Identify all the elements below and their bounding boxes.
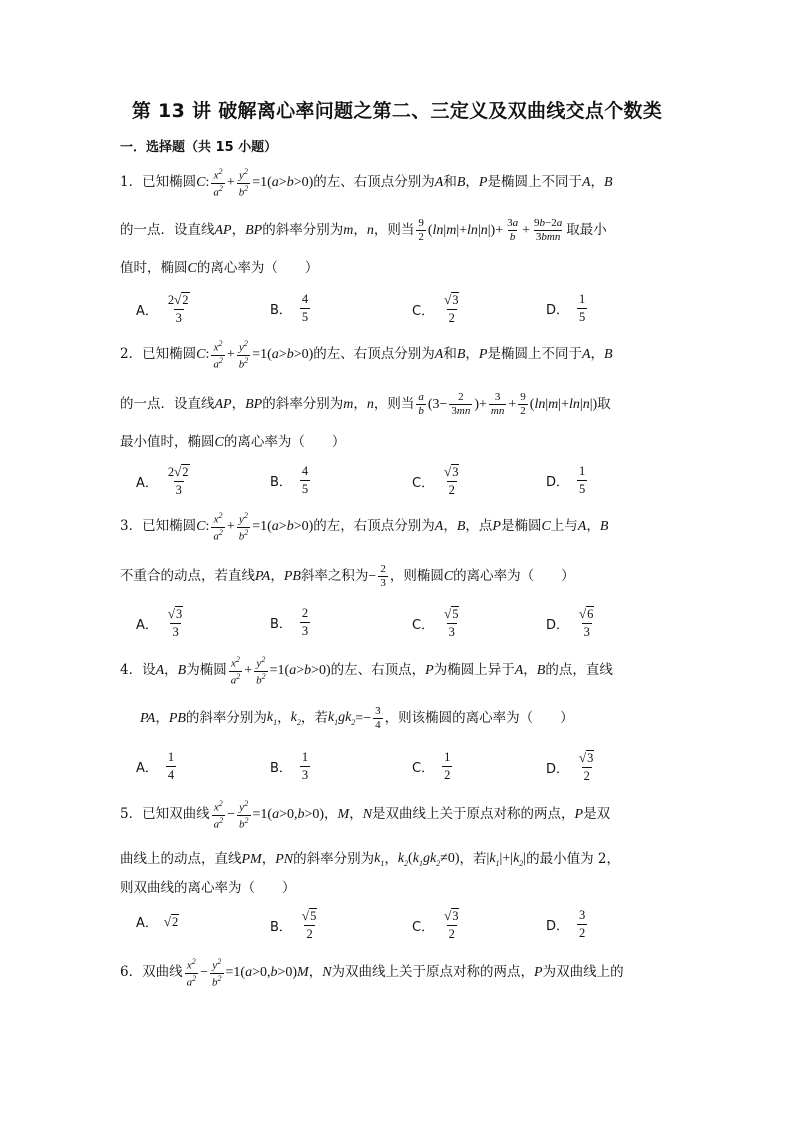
option-a[interactable]: A． √ 2 [136, 913, 179, 931]
q5-line1: 5．已知双曲线 $\frac{x^2}{a^2}$ − $\frac{y^2}{b^2}$ =1(a>0,b>0) ， M ， N 是双曲线上关于原点对称的两点， P 是双 [120, 799, 611, 831]
option-a[interactable]: A． √ 3 3 [136, 606, 183, 639]
fraction: $\frac{y^2}{b^2}$ [238, 167, 249, 199]
option-c[interactable]: C． $\frac{1}{2}$ [412, 750, 451, 782]
option-b[interactable]: B． $\frac{2}{3}$ [270, 606, 309, 638]
q2-line2: 的一点．设直线 AP ， BP 的斜率分别为 m ， n ，则当 $\frac{a}{b}$ (3− $\frac{2}{3mn}$ )+ $\frac{3}{mn}$ + $\frac{9}{2}$ (ln|m|+ln|n|) 取 [120, 391, 611, 417]
q2-line1: 2．已知椭圆 C : $\frac{x^2}{a^2}$ + $\frac{y^2}{b^2}$ =1(a>b>0) 的左、右顶点分别为 A 和 B ， P 是椭圆上不同于 A ， B [120, 339, 613, 371]
q4-line1: 4．设 A ， B 为椭圆 $\frac{x^2}{a^2}$ + $\frac{y^2}{b^2}$ =1(a>b>0) 的左、右顶点， P 为椭圆上异于 A ， B 的点，直线 [120, 655, 613, 687]
q3-line1: 3．已知椭圆 C : $\frac{x^2}{a^2}$ + $\frac{y^2}{b^2}$ =1(a>b>0) 的左，右顶点分别为 A ， B ，点 P 是椭圆 C 上与 A ， B [120, 511, 609, 543]
q1-line2: 的一点．设直线 AP ， BP 的斜率分别为 m ， n ，则当 $\frac{9}{2}$ (ln|m|+ln|n|)+ $\frac{3a}{b}$ + $\frac{9b-2a}{\text{3bmn}}$ 取最小 [120, 217, 607, 243]
option-c[interactable]: C． √ 3 2 [412, 292, 459, 325]
section-heading: 一．选择题（共 15 小题） [120, 140, 278, 155]
q2-line3: 最小值时，椭圆 C 的离心率为（ ） [120, 434, 346, 451]
option-a[interactable]: A． 2 √ 2 3 [136, 464, 189, 497]
option-b[interactable]: B． $\frac{4}{5}$ [270, 292, 309, 324]
fraction: $\frac{x^2}{a^2}$ [213, 167, 223, 199]
option-d[interactable]: D． $\frac{3}{2}$ [546, 908, 586, 940]
option-b[interactable]: B． $\frac{4}{5}$ [270, 464, 309, 496]
option-c[interactable]: C． √ 5 3 [412, 606, 459, 639]
q6-line1: 6．双曲线 $\frac{x^2}{a^2}$ − $\frac{y^2}{b^2}$ =1(a>0,b>0)M ， N 为双曲线上关于原点对称的两点， P 为双曲线上的 [120, 957, 624, 989]
q4-line2: PA ， PB 的斜率分别为 $k_1$ ， $k_2$ ，若 $k_1gk_2$ =− $\frac{3}{4}$ ，则该椭圆的离心率为（ ） [140, 705, 574, 731]
option-d[interactable]: D． √ 6 3 [546, 606, 594, 639]
option-d[interactable]: D． $\frac{1}{5}$ [546, 292, 586, 324]
q1-text: 1．已知椭圆 [120, 174, 197, 191]
option-c[interactable]: C． √ 3 2 [412, 464, 459, 497]
option-b[interactable]: B． √ 5 2 [270, 908, 317, 941]
option-a[interactable]: A． $\frac{1}{4}$ [136, 750, 175, 782]
page-title: 第 13 讲 破解离心率问题之第二、三定义及双曲线交点个数类 [131, 100, 663, 122]
q1-line1: 1．已知椭圆 C : $\frac{x^2}{a^2}$ + $\frac{y^2}{b^2}$ =1(a>b>0) 的左、右顶点分别为 A 和 B ， P 是椭圆上不同于 A ， B [120, 167, 613, 199]
q5-line3: 则双曲线的离心率为（ ） [120, 880, 296, 896]
option-d[interactable]: D． √ 3 2 [546, 750, 594, 783]
q5-line2: 曲线上的动点，直线 PM ， PN 的斜率分别为 $k_1$ ， $k_2$ $(k_1gk_2\ne 0)$ ，若 $|k_1|+|k_2|$ 的最小值为 2， [120, 851, 620, 868]
option-a[interactable]: A． 2 √ 2 3 [136, 292, 189, 325]
option-c[interactable]: C． √ 3 2 [412, 908, 459, 941]
q1-line3: 值时，椭圆 C 的离心率为（ ） [120, 260, 319, 277]
option-b[interactable]: B． $\frac{1}{3}$ [270, 750, 309, 782]
q3-line2: 不重合的动点，若直线 PA ， PB 斜率之积为 − $\frac{2}{3}$ ，则椭圆 C 的离心率为（ ） [120, 563, 575, 589]
option-d[interactable]: D． $\frac{1}{5}$ [546, 464, 586, 496]
